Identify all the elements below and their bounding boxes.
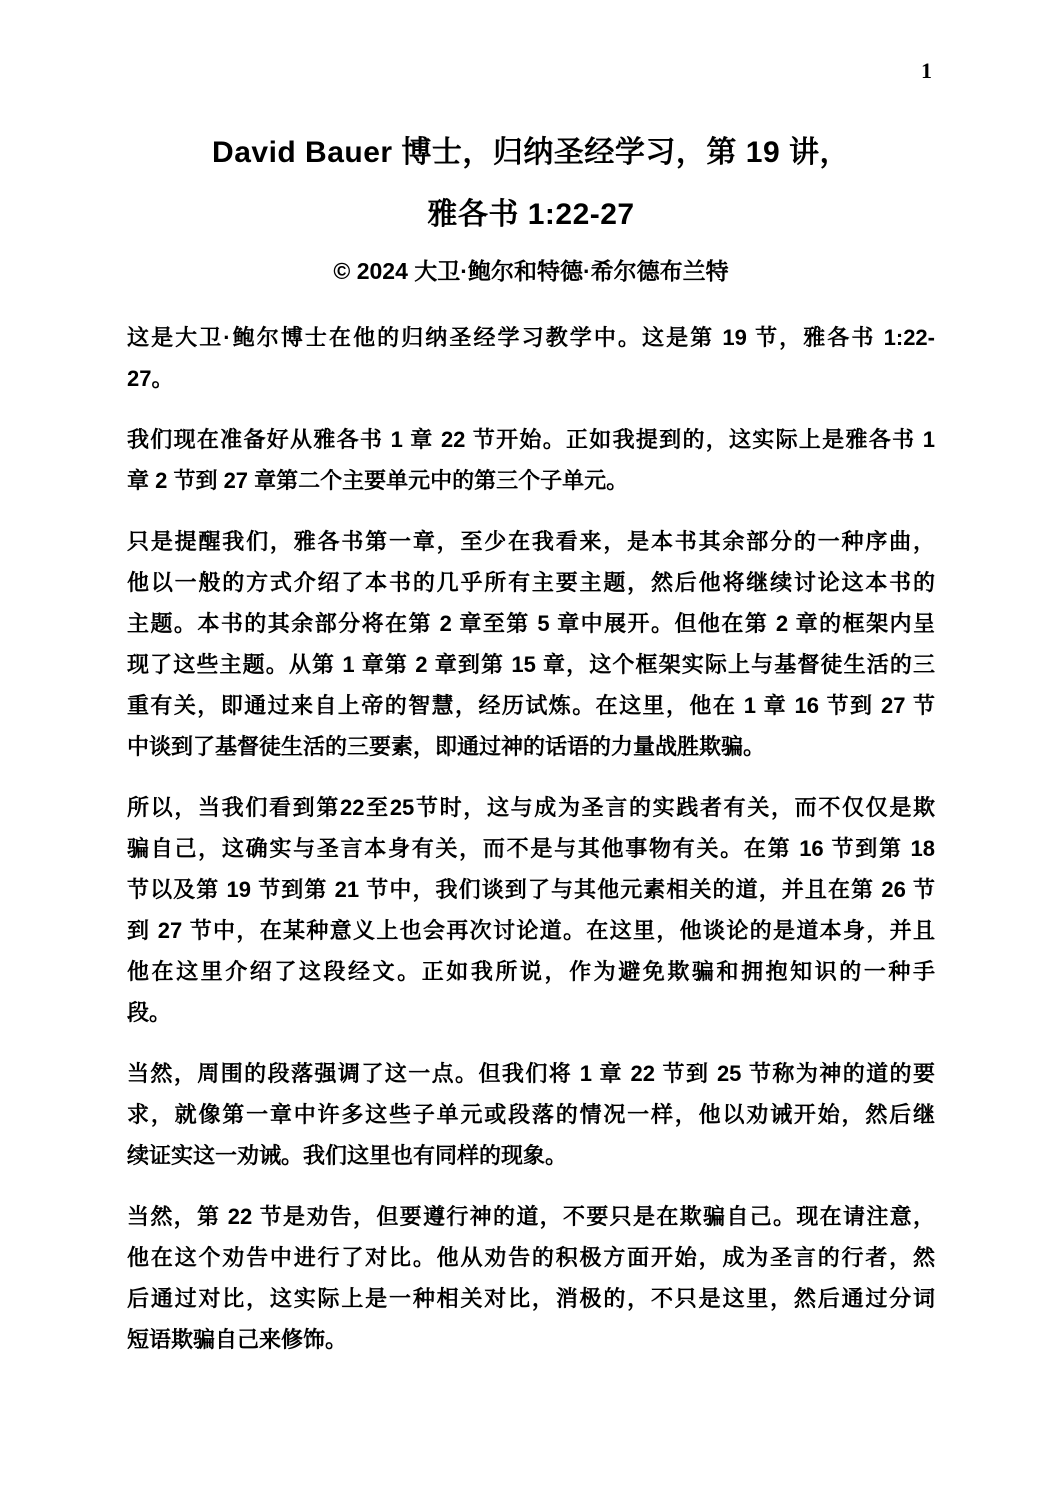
text-line: 他在这个劝告中进行了对比。他从劝告的积极方面开始，成为圣言的行者，然: [127, 1245, 935, 1270]
text-line: 当然，第 22 节是劝告，但要遵行神的道，不要只是在欺骗自己。现在请注意，: [127, 1204, 935, 1229]
text-line: 求，就像第一章中许多这些子单元或段落的情况一样，他以劝诫开始，然后继: [127, 1102, 935, 1127]
title-line-1: David Bauer 博士，归纳圣经学习，第 19 讲，: [212, 136, 850, 169]
text-line: 章 2 节到 27 章第二个主要单元中的第三个子单元。: [127, 468, 629, 493]
page-number: 1: [921, 58, 932, 83]
text-line: 我们现在准备好从雅各书 1 章 22 节开始。正如我提到的，这实际上是雅各书 1: [127, 427, 935, 452]
paragraph: [127, 787, 935, 1033]
paragraph: [127, 419, 935, 501]
text-line: 段。: [127, 1000, 172, 1025]
text-line: 后通过对比，这实际上是一种相关对比，消极的，不只是这里，然后通过分词: [127, 1286, 935, 1311]
document-body: [127, 317, 935, 1360]
text-line: 他以一般的方式介绍了本书的几乎所有主要主题，然后他将继续讨论这本书的: [127, 570, 935, 595]
text-line: 所以，当我们看到第22至25节时，这与成为圣言的实践者有关，而不仅仅是欺: [127, 795, 935, 820]
paragraph: [127, 1053, 935, 1176]
text-line: 短语欺骗自己来修饰。: [127, 1327, 348, 1352]
title-line-2: 雅各书 1:22-27: [427, 198, 635, 231]
text-line: 27。: [127, 366, 174, 391]
text-line: 续证实这一劝诫。我们这里也有同样的现象。: [127, 1143, 568, 1168]
text-line: 当然，周围的段落强调了这一点。但我们将 1 章 22 节到 25 节称为神的道的要: [127, 1061, 935, 1086]
text-line: 只是提醒我们，雅各书第一章，至少在我看来，是本书其余部分的一种序曲，: [127, 529, 935, 554]
text-line: 他在这里介绍了这段经文。正如我所说，作为避免欺骗和拥抱知识的一种手: [127, 959, 935, 984]
paragraph: [127, 521, 935, 767]
text-line: 节以及第 19 节到第 21 节中，我们谈到了与其他元素相关的道，并且在第 26 节: [127, 877, 935, 902]
paragraph: [127, 317, 935, 399]
document-title: [127, 122, 935, 246]
text-line: 重有关，即通过来自上帝的智慧，经历试炼。在这里，他在 1 章 16 节到 27 节: [127, 693, 935, 718]
text-line: 现了这些主题。从第 1 章第 2 章到第 15 章，这个框架实际上与基督徒生活的三: [127, 652, 935, 677]
text-line: 中谈到了基督徒生活的三要素，即通过神的话语的力量战胜欺骗。: [127, 734, 766, 759]
text-line: 骗自己，这确实与圣言本身有关，而不是与其他事物有关。在第 16 节到第 18: [127, 836, 935, 861]
text-line: 主题。本书的其余部分将在第 2 章至第 5 章中展开。但他在第 2 章的框架内呈: [127, 611, 935, 636]
text-line: 到 27 节中，在某种意义上也会再次讨论道。在这里，他谈论的是道本身，并且: [127, 918, 935, 943]
paragraph: [127, 1196, 935, 1360]
text-line: 这是大卫·鲍尔博士在他的归纳圣经学习教学中。这是第 19 节，雅各书 1:22-: [127, 325, 935, 350]
copyright-line: © 2024 大卫·鲍尔和特德·希尔德布兰特: [333, 258, 729, 284]
